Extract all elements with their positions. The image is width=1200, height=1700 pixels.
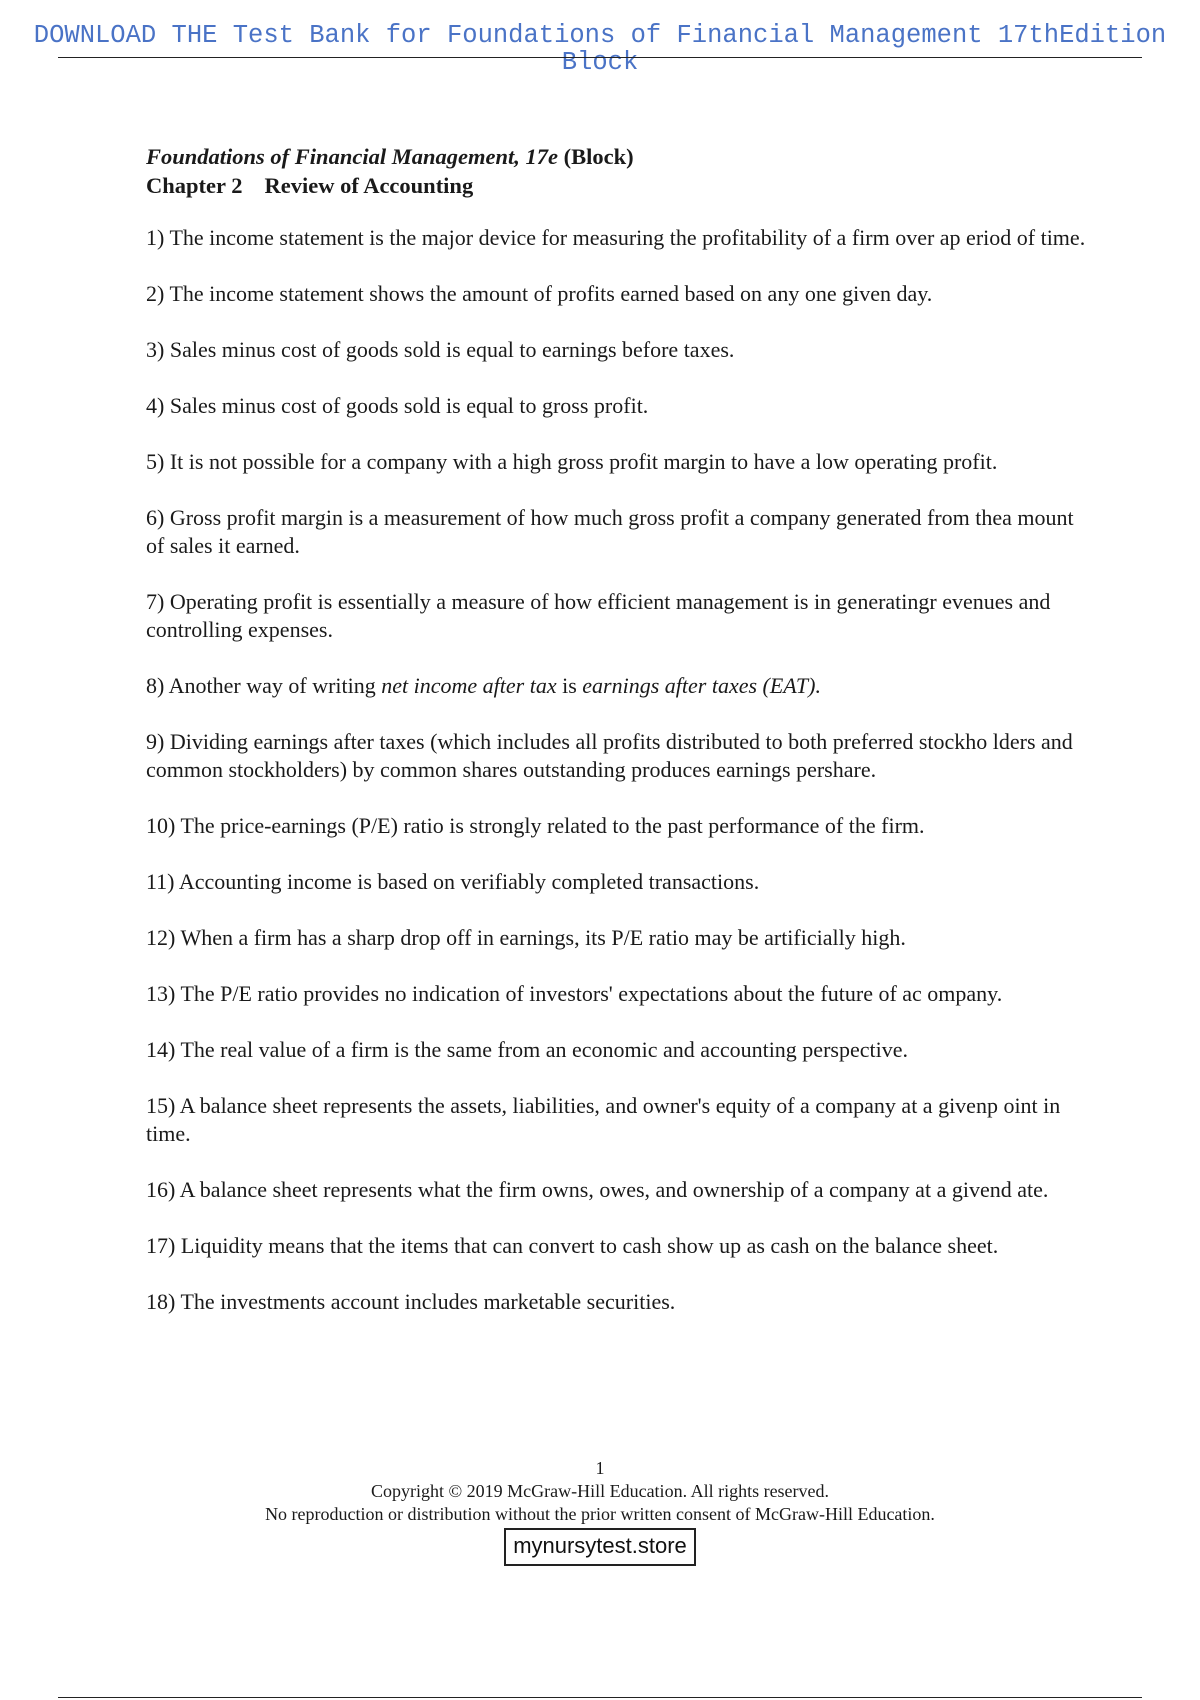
question-number: 2) (146, 281, 165, 306)
header-divider (58, 57, 1142, 58)
question-number: 3) (146, 337, 165, 362)
question-18 (146, 1288, 1096, 1316)
question-12 (146, 924, 1096, 952)
question-6 (146, 504, 1096, 560)
question-text: The P/E ratio provides no indication of investors' expectations about the future of ac ompany. (180, 981, 1003, 1006)
question-text: The price-earnings (P/E) ratio is strongly related to the past performance of the firm. (180, 813, 925, 838)
question-text: The income statement shows the amount of profits earned based on any one given day. (169, 281, 933, 306)
question-2 (146, 280, 1096, 308)
download-link[interactable]: DOWNLOAD THE Test Bank for Foundations of Financial Management 17thEdition Block (33, 21, 1167, 77)
question-text: The real value of a firm is the same from an economic and accounting perspective. (180, 1037, 908, 1062)
question-text: Gross profit margin is a measurement of how much gross profit a company generated from thea mount of sales it earned. (146, 505, 1074, 558)
question-17 (146, 1232, 1096, 1260)
question-number: 17) (146, 1233, 176, 1258)
question-number: 10) (146, 813, 176, 838)
question-text: Sales minus cost of goods sold is equal to earnings before taxes. (169, 337, 735, 362)
reproduction-notice: No reproduction or distribution without the prior written consent of McGraw-Hill Education. (265, 1504, 935, 1524)
question-8 (146, 672, 1096, 700)
question-text: Accounting income is based on verifiably completed transactions. (178, 869, 760, 894)
page-number: 1 (595, 1458, 605, 1478)
question-number: 9) (146, 729, 165, 754)
question-15 (146, 1092, 1096, 1148)
question-text: It is not possible for a company with a high gross profit margin to have a low operating profit. (169, 449, 998, 474)
question-text-mid: is (556, 673, 583, 698)
question-text: Sales minus cost of goods sold is equal to gross profit. (169, 393, 649, 418)
question-7 (146, 588, 1096, 644)
question-number: 11) (146, 869, 175, 894)
question-text: Operating profit is essentially a measure of how efficient management is in generatingr evenues and controlling expenses. (146, 589, 1051, 642)
question-number: 12) (146, 925, 176, 950)
question-3 (146, 336, 1096, 364)
question-4 (146, 392, 1096, 420)
question-number: 5) (146, 449, 165, 474)
book-author: (Block) (557, 144, 634, 169)
store-link-badge[interactable]: mynursytest.store (504, 1528, 696, 1566)
question-14 (146, 1036, 1096, 1064)
question-5 (146, 448, 1096, 476)
question-text-before: Another way of writing (168, 673, 382, 698)
question-text: The investments account includes marketable securities. (180, 1289, 676, 1314)
question-number: 15) (146, 1093, 176, 1118)
question-text: A balance sheet represents the assets, liabilities, and owner's equity of a company at a givenp oint in time. (146, 1093, 1061, 1146)
question-number: 1) (146, 225, 165, 250)
download-banner (0, 22, 1200, 76)
question-text: Dividing earnings after taxes (which includes all profits distributed to both preferred stockho lders and common stockholders) by common shares outstanding produces earnings pershare. (146, 729, 1073, 782)
bottom-divider (58, 1697, 1142, 1698)
book-title (146, 142, 1096, 171)
chapter-label: Chapter 2 (146, 173, 243, 198)
question-10 (146, 812, 1096, 840)
question-number: 7) (146, 589, 165, 614)
question-number: 4) (146, 393, 165, 418)
question-term-eat: earnings after taxes (EAT). (582, 673, 821, 698)
question-number: 13) (146, 981, 176, 1006)
question-text: When a firm has a sharp drop off in earnings, its P/E ratio may be artificially high. (180, 925, 906, 950)
question-16 (146, 1176, 1096, 1204)
question-number: 16) (146, 1177, 176, 1202)
book-title-italic: Foundations of Financial Management, 17e (146, 144, 558, 169)
question-text: A balance sheet represents what the firm owns, owes, and ownership of a company at a givend ate. (179, 1177, 1049, 1202)
question-11 (146, 868, 1096, 896)
chapter-heading (146, 171, 1096, 200)
question-13 (146, 980, 1096, 1008)
question-text: Liquidity means that the items that can convert to cash show up as cash on the balance sheet. (180, 1233, 999, 1258)
document-body (146, 142, 1096, 1344)
question-number: 8) (146, 673, 165, 698)
question-9 (146, 728, 1096, 784)
copyright-line: Copyright © 2019 McGraw-Hill Education. All rights reserved. (370, 1481, 830, 1501)
chapter-title: Review of Accounting (264, 173, 474, 198)
question-term-net-income: net income after tax (381, 673, 557, 698)
page-footer (0, 1457, 1200, 1566)
question-number: 14) (146, 1037, 176, 1062)
question-text: The income statement is the major device for measuring the profitability of a firm over ap eriod of time. (169, 225, 1086, 250)
question-number: 18) (146, 1289, 176, 1314)
question-number: 6) (146, 505, 165, 530)
question-list (146, 224, 1096, 1316)
question-1 (146, 224, 1096, 252)
